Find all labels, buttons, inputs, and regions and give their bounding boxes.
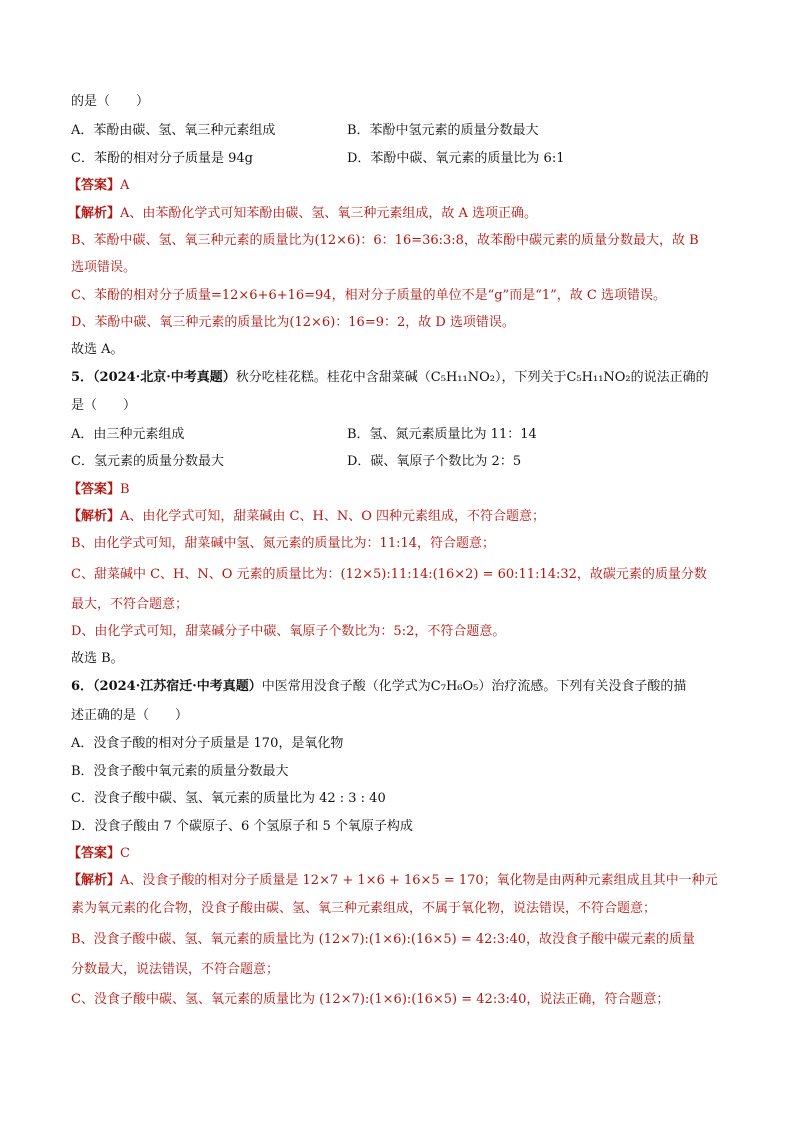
- q6-analysis-a: [68, 872, 718, 890]
- q5-answer: B: [120, 482, 130, 497]
- q5-analysis-a-text: A、由化学式可知，甜菜碱由 C、H、N、O 四种元素组成，不符合题意；: [120, 509, 545, 524]
- q5-analysis-c-cont: 最大，不符合题意；: [71, 597, 189, 612]
- q6-number: 6．: [71, 679, 94, 694]
- q4-conclusion: 故选 A。: [71, 342, 124, 357]
- q4-option-d: D．苯酚中碳、氧元素的质量比为 6:1: [347, 151, 565, 166]
- q5-answer-line: [68, 481, 130, 499]
- q5-analysis-b: B、由化学式可知，甜菜碱中氢、氮元素的质量比为：11:14，符合题意；: [71, 536, 496, 551]
- q6-option-a: A．没食子酸的相对分子质量是 170，是氧化物: [71, 736, 344, 751]
- q6-answer: C: [120, 846, 130, 861]
- q6-analysis-a-cont: 素为氧元素的化合物，没食子酸由碳、氢、氧三种元素组成，不属于氧化物，说法错误，不符合题意；: [71, 901, 657, 916]
- q6-analysis-b: B、没食子酸中碳、氢、氧元素的质量比为 (12×7):(1×6):(16×5) = 42:3:40，故没食子酸中碳元素的质量: [71, 932, 695, 947]
- q6-option-d: D．没食子酸由 7 个碳原子、6 个氢原子和 5 个氧原子构成: [71, 819, 413, 834]
- q4-option-c: C．苯酚的相对分子质量是 94g: [71, 151, 253, 166]
- q5-number: 5．: [71, 370, 94, 385]
- q4-analysis-b: B、苯酚中碳、氢、氧三种元素的质量比为(12×6)：6：16=36:3:8，故苯酚中碳元素的质量分数最大，故 B: [71, 233, 699, 248]
- q4-answer-tag: 【答案】: [68, 178, 121, 193]
- q5-stem-line-1: [71, 369, 709, 387]
- q6-analysis-c: C、没食子酸中碳、氢、氧元素的质量比为 (12×7):(1×6):(16×5) = 42:3:40，说法正确，符合题意；: [71, 992, 670, 1007]
- q6-stem-line-2: 述正确的是（ ）: [71, 708, 189, 723]
- q5-analysis-a: [68, 508, 545, 526]
- q5-option-a: A．由三种元素组成: [71, 427, 185, 442]
- q5-option-c: C．氢元素的质量分数最大: [71, 454, 224, 469]
- q6-formula: C₇H₆O₅: [430, 679, 479, 694]
- q5-option-d: D．碳、氧原子个数比为 2：5: [347, 454, 522, 469]
- q5-analysis-d: D、由化学式可知，甜菜碱分子中碳、氧原子个数比为：5:2，不符合题意。: [71, 624, 506, 639]
- q5-formula: C₅H₁₁NO₂: [430, 370, 495, 385]
- q4-stem-tail: 的是（ ）: [71, 94, 150, 109]
- q4-analysis-d: D、苯酚中碳、氧三种元素的质量比为(12×6)：16=9：2，故 D 选项错误。: [71, 315, 515, 330]
- q4-analysis-tag: 【解析】: [68, 206, 121, 221]
- q5-stem-c: 的说法正确的: [630, 370, 709, 385]
- q4-answer: A: [120, 178, 130, 193]
- q6-answer-line: [68, 845, 130, 863]
- q6-option-b: B．没食子酸中氧元素的质量分数最大: [71, 764, 289, 779]
- q4-answer-line: [68, 177, 129, 195]
- q5-conclusion: 故选 B。: [71, 651, 124, 666]
- q5-formula-repeat: C₅H₁₁NO₂: [566, 370, 631, 385]
- q5-source: （2024·北京·中考真题）: [93, 370, 236, 385]
- q5-stem-line-2: 是（ ）: [71, 398, 137, 413]
- q5-stem-b: ），下列关于: [494, 370, 567, 385]
- q5-answer-tag: 【答案】: [68, 482, 121, 497]
- q4-option-b: B．苯酚中氢元素的质量分数最大: [347, 123, 539, 138]
- q6-analysis-b-cont: 分数最大，说法错误，不符合题意；: [71, 962, 280, 977]
- q6-option-c: C．没食子酸中碳、氢、氧元素的质量比为 42 : 3 : 40: [71, 791, 386, 806]
- q6-stem-line-1: [71, 678, 686, 696]
- q4-analysis-a-text: A、由苯酚化学式可知苯酚由碳、氢、氧三种元素组成，故 A 选项正确。: [120, 206, 538, 221]
- q6-stem-a: 中医常用没食子酸（化学式为: [261, 679, 431, 694]
- q5-stem-a: 秋分吃桂花糕。桂花中含甜菜碱（: [235, 370, 431, 385]
- q6-source: （2024·江苏宿迁·中考真题）: [93, 679, 262, 694]
- q5-analysis-tag: 【解析】: [68, 509, 121, 524]
- q4-analysis-c: C、苯酚的相对分子质量=12×6+6+16=94，相对分子质量的单位不是“g”而是“1”，故 C 选项错误。: [71, 288, 666, 303]
- q5-option-b: B．氢、氮元素质量比为 11：14: [347, 427, 537, 442]
- q5-analysis-c: C、甜菜碱中 C、H、N、O 元素的质量比为：(12×5):11:14:(16×2) = 60:11:14:32，故碳元素的质量分数: [71, 567, 707, 582]
- q4-option-a: A．苯酚由碳、氢、氧三种元素组成: [71, 123, 276, 138]
- q6-analysis-tag: 【解析】: [68, 873, 121, 888]
- q6-answer-tag: 【答案】: [68, 846, 121, 861]
- q4-analysis-a: [68, 205, 537, 223]
- q4-analysis-b-cont: 选项错误。: [71, 260, 137, 275]
- q6-stem-b: ）治疗流感。下列有关没食子酸的描: [478, 679, 687, 694]
- q6-analysis-a-text: A、没食子酸的相对分子质量是 12×7 + 1×6 + 16×5 = 170；氧化物是由两种元素组成且其中一种元: [120, 873, 718, 888]
